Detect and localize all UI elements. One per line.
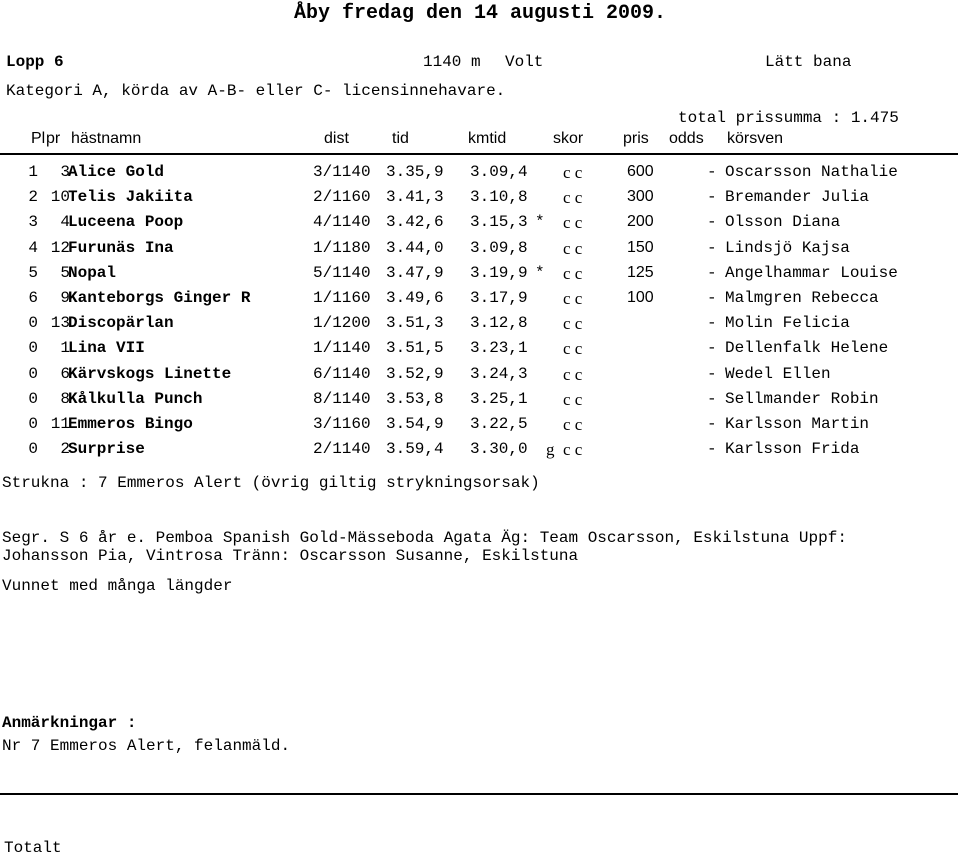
cell-prize: 100 [627,289,654,306]
cell-distance: 6/1140 [313,364,371,383]
cell-start-number: 5 [60,263,70,282]
cell-dash: - [707,289,717,307]
cell-shoes: c c [563,238,583,258]
col-header-tid: tid [392,130,409,147]
cell-distance: 2/1140 [313,440,371,459]
col-header-kmtid: kmtid [468,130,507,147]
cell-gallop-mark: g [546,440,555,460]
cell-shoes: c c [563,163,583,182]
cell-dash: - [707,389,717,408]
cell-start-number: 9 [60,289,70,307]
cell-distance: 5/1140 [313,263,371,282]
cell-start-number: 1 [60,339,70,358]
cell-dash: - [707,238,717,257]
col-header-name: hästnamn [71,130,142,147]
cell-shoes: c c [563,389,583,409]
col-header-pris: pris [623,130,649,147]
cell-shoes: c c [563,314,583,334]
cell-start-number: 3 [60,163,70,181]
cell-dash: - [707,263,717,282]
cell-star-mark: * [535,263,545,282]
table-row [0,314,960,336]
cell-prize: 300 [627,188,654,206]
cell-dash: - [707,339,717,358]
cell-distance: 1/1160 [313,289,371,307]
table-row [0,213,960,235]
cell-placing: 0 [28,389,38,408]
cell-time: 3.54,9 [386,415,444,433]
table-row [0,188,960,210]
cell-time: 3.47,9 [386,263,444,282]
track-condition: Lätt bana [765,53,852,71]
cell-distance: 2/1160 [313,188,371,207]
cell-start-number: 12 [50,238,70,257]
cell-placing: 0 [28,314,38,333]
cell-horse-name: Luceena Poop [68,213,184,232]
cell-dash: - [707,213,717,232]
cell-start-number: 11 [50,415,70,433]
cell-km-time: 3.17,9 [470,289,528,307]
cell-driver: Karlsson Martin [725,415,870,433]
cell-shoes: c c [563,339,583,359]
cell-horse-name: Alice Gold [68,163,165,181]
cell-horse-name: Nopal [68,263,117,282]
cell-driver: Wedel Ellen [725,364,831,383]
cell-driver: Karlsson Frida [725,440,860,459]
footer-total: Totalt [4,839,62,857]
cell-prize: 200 [627,213,654,231]
col-header-odds: odds [669,130,704,147]
cell-dash: - [707,163,717,181]
cell-km-time: 3.22,5 [470,415,528,433]
cell-horse-name: Emmeros Bingo [68,415,193,433]
cell-km-time: 3.23,1 [470,339,528,358]
cell-km-time: 3.30,0 [470,440,528,459]
cell-placing: 0 [28,415,38,433]
cell-time: 3.52,9 [386,364,444,383]
cell-dash: - [707,188,717,207]
cell-start-number: 6 [60,364,70,383]
cell-driver: Lindsjö Kajsa [725,238,850,257]
cell-distance: 3/1160 [313,415,371,433]
page-title: Åby fredag den 14 augusti 2009. [293,2,667,25]
cell-start-number: 4 [60,213,70,232]
cell-driver: Molin Felicia [725,314,850,333]
cell-placing: 1 [28,163,38,181]
race-number: Lopp 6 [6,53,64,71]
table-row [0,289,960,311]
cell-horse-name: Kärvskogs Linette [68,364,232,383]
cell-star-mark: * [535,213,545,232]
cell-time: 3.53,8 [386,389,444,408]
cell-distance: 1/1180 [313,238,371,257]
cell-placing: 5 [28,263,38,282]
cell-shoes: c c [563,263,583,283]
cell-distance: 3/1140 [313,163,371,181]
cell-start-number: 8 [60,389,70,408]
cell-shoes: c c [563,440,583,460]
cell-distance: 1/1140 [313,339,371,358]
cell-driver: Angelhammar Louise [725,263,898,282]
race-start-type: Volt [505,53,544,71]
cell-placing: 6 [28,289,38,307]
cell-dash: - [707,415,717,433]
cell-horse-name: Surprise [68,440,145,459]
winner-info-line-2: Johansson Pia, Vintrosa Tränn: Oscarsson Susanne, Eskilstuna [2,547,579,565]
cell-shoes: c c [563,364,583,384]
cell-shoes: c c [563,213,583,233]
cell-horse-name: Discopärlan [68,314,174,333]
cell-placing: 3 [28,213,38,232]
table-row [0,440,960,462]
remarks-text: Nr 7 Emmeros Alert, felanmäld. [2,737,291,755]
race-distance: 1140 m [423,53,481,71]
cell-placing: 0 [28,364,38,383]
cell-dash: - [707,314,717,333]
cell-placing: 0 [28,440,38,459]
total-prize: total prissumma : 1.475 [678,109,899,127]
table-row [0,415,960,437]
cell-km-time: 3.12,8 [470,314,528,333]
cell-time: 3.51,5 [386,339,444,358]
scratched-note: Strukna : 7 Emmeros Alert (övrig giltig strykningsorsak) [2,474,540,492]
cell-driver: Olsson Diana [725,213,841,232]
cell-km-time: 3.10,8 [470,188,528,207]
cell-time: 3.41,3 [386,188,444,207]
cell-shoes: c c [563,188,583,208]
cell-km-time: 3.09,4 [470,163,528,181]
winner-info-line-1: Segr. S 6 år e. Pemboa Spanish Gold-Mässeboda Agata Äg: Team Oscarsson, Eskilstuna Uppf: [2,529,847,547]
remarks-label: Anmärkningar : [2,714,137,732]
cell-time: 3.44,0 [386,238,444,257]
cell-horse-name: Lina VII [68,339,145,358]
table-row [0,239,960,261]
cell-shoes: c c [563,289,583,308]
cell-time: 3.42,6 [386,213,444,232]
cell-driver: Dellenfalk Helene [725,339,889,358]
cell-km-time: 3.19,9 [470,263,528,282]
table-row [0,365,960,387]
cell-dash: - [707,364,717,383]
cell-time: 3.59,4 [386,440,444,459]
cell-horse-name: Furunäs Ina [68,238,174,257]
table-row [0,390,960,412]
col-header-driver: körsven [727,130,784,147]
cell-prize: 150 [627,238,654,256]
table-row [0,264,960,286]
cell-time: 3.35,9 [386,163,444,181]
table-row [0,339,960,361]
cell-prize: 125 [627,263,654,281]
cell-driver: Sellmander Robin [725,389,879,408]
race-category: Kategori A, körda av A-B- eller C- licensinnehavare. [6,82,506,100]
race-comment: Vunnet med många längder [2,577,233,595]
cell-driver: Malmgren Rebecca [725,289,879,307]
cell-time: 3.51,3 [386,314,444,333]
cell-km-time: 3.09,8 [470,238,528,257]
cell-distance: 8/1140 [313,389,371,408]
cell-time: 3.49,6 [386,289,444,307]
col-header-dist: dist [324,130,349,147]
cell-km-time: 3.24,3 [470,364,528,383]
col-header-pr: pr [46,130,61,147]
cell-horse-name: Kanteborgs Ginger R [68,289,251,307]
cell-placing: 4 [28,238,38,257]
cell-km-time: 3.15,3 [470,213,528,232]
cell-driver: Oscarsson Nathalie [725,163,898,181]
cell-start-number: 10 [50,188,70,207]
header-divider [0,153,958,155]
col-header-skor: skor [553,130,584,147]
cell-distance: 4/1140 [313,213,371,232]
cell-distance: 1/1200 [313,314,371,333]
cell-driver: Bremander Julia [725,188,870,207]
cell-prize: 600 [627,163,654,180]
table-row [0,163,960,185]
cell-start-number: 2 [60,440,70,459]
cell-placing: 0 [28,339,38,358]
cell-horse-name: Telis Jakiita [68,188,193,207]
footer-divider [0,793,958,795]
cell-horse-name: Kålkulla Punch [68,389,203,408]
cell-shoes: c c [563,415,583,434]
cell-start-number: 13 [50,314,70,333]
cell-placing: 2 [28,188,38,207]
cell-km-time: 3.25,1 [470,389,528,408]
cell-dash: - [707,440,717,459]
col-header-pl: Pl [31,130,46,147]
